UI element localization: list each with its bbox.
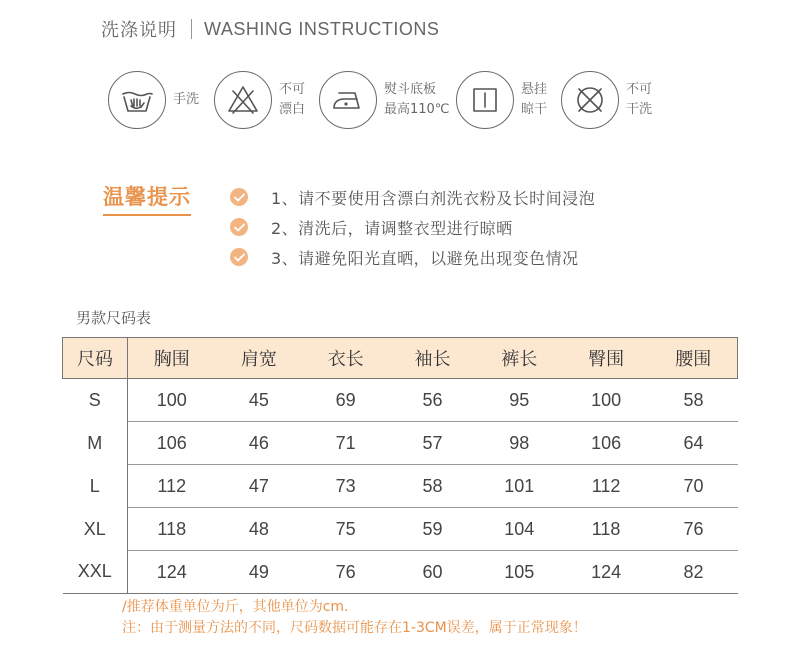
note-line: /推荐体重单位为斤，其他单位为cm. — [122, 599, 349, 615]
table-cell: 45 — [216, 379, 303, 422]
no-dry-clean-icon — [561, 71, 619, 129]
table-cell: 49 — [216, 551, 303, 594]
table-row — [63, 551, 738, 594]
table-cell: 58 — [389, 465, 476, 508]
table-cell: 70 — [649, 465, 737, 508]
table-cell: 104 — [476, 508, 563, 551]
table-cell: 76 — [649, 508, 737, 551]
table-cell: 124 — [563, 551, 650, 594]
table-cell: 112 — [563, 465, 650, 508]
table-cell: 124 — [128, 551, 216, 594]
table-cell: 101 — [476, 465, 563, 508]
care-label: 熨斗底板 最高110℃ — [384, 82, 450, 117]
table-row — [63, 508, 738, 551]
size-notes — [122, 597, 587, 639]
table-cell: 47 — [216, 465, 303, 508]
table-cell: 58 — [649, 379, 737, 422]
tip-text: 3、请避免阳光直晒，以避免出现变色情况 — [271, 248, 579, 268]
check-icon — [230, 218, 248, 236]
size-cell: L — [63, 465, 128, 508]
table-cell: 48 — [216, 508, 303, 551]
table-cell: 118 — [563, 508, 650, 551]
table-cell: 106 — [563, 422, 650, 465]
tip-text: 2、清洗后，请调整衣型进行晾晒 — [271, 218, 513, 238]
table-cell: 46 — [216, 422, 303, 465]
table-cell: 64 — [649, 422, 737, 465]
column-header: 肩宽 — [216, 338, 303, 379]
column-header: 裤长 — [476, 338, 563, 379]
no-bleach-icon — [214, 71, 272, 129]
table-row — [63, 379, 738, 422]
care-item-hang-dry — [456, 69, 547, 131]
care-label: 手洗 — [173, 92, 200, 107]
column-header: 腰围 — [649, 338, 737, 379]
iron-icon — [319, 71, 377, 129]
size-table — [62, 337, 738, 594]
care-item-iron — [319, 69, 449, 131]
care-item-hand-wash — [108, 69, 199, 131]
washing-header — [101, 16, 439, 42]
table-row — [63, 465, 738, 508]
care-icons — [108, 69, 668, 131]
header-divider — [191, 19, 192, 39]
size-cell: M — [63, 422, 128, 465]
check-icon — [230, 188, 248, 206]
column-header: 尺码 — [63, 338, 128, 379]
size-table-caption: 男款尺码表 — [76, 309, 152, 327]
column-header: 袖长 — [389, 338, 476, 379]
table-row — [63, 422, 738, 465]
care-label: 不可 干洗 — [626, 82, 653, 117]
tips-list — [230, 182, 595, 272]
check-icon — [230, 248, 248, 266]
table-cell: 76 — [302, 551, 389, 594]
care-label: 悬挂 晾干 — [521, 82, 548, 117]
tip-item — [230, 182, 595, 212]
table-cell: 82 — [649, 551, 737, 594]
table-cell: 59 — [389, 508, 476, 551]
care-label: 不可 漂白 — [279, 82, 306, 117]
table-header-row — [63, 338, 738, 379]
column-header: 臀围 — [563, 338, 650, 379]
table-cell: 118 — [128, 508, 216, 551]
care-item-no-bleach — [214, 69, 305, 131]
size-cell: S — [63, 379, 128, 422]
table-cell: 106 — [128, 422, 216, 465]
care-item-no-dry-clean — [561, 69, 652, 131]
size-cell: XL — [63, 508, 128, 551]
table-cell: 56 — [389, 379, 476, 422]
table-cell: 71 — [302, 422, 389, 465]
tips-title-underline — [103, 214, 191, 216]
column-header: 胸围 — [128, 338, 216, 379]
table-cell: 100 — [563, 379, 650, 422]
tips-title: 温馨提示 — [103, 181, 191, 211]
tip-item — [230, 242, 595, 272]
note-line: 注：由于测量方法的不同，尺码数据可能存在1-3CM误差，属于正常现象！ — [122, 620, 587, 636]
tip-item — [230, 212, 595, 242]
header-title-en: WASHING INSTRUCTIONS — [204, 18, 440, 39]
hang-dry-icon — [456, 71, 514, 129]
header-title-cn: 洗涤说明 — [101, 20, 177, 41]
table-cell: 98 — [476, 422, 563, 465]
size-cell: XXL — [63, 551, 128, 594]
table-cell: 105 — [476, 551, 563, 594]
table-cell: 57 — [389, 422, 476, 465]
column-header: 衣长 — [302, 338, 389, 379]
table-cell: 69 — [302, 379, 389, 422]
table-cell: 60 — [389, 551, 476, 594]
hand-wash-icon — [108, 71, 166, 129]
table-cell: 112 — [128, 465, 216, 508]
table-cell: 100 — [128, 379, 216, 422]
table-cell: 95 — [476, 379, 563, 422]
table-cell: 73 — [302, 465, 389, 508]
tip-text: 1、请不要使用含漂白剂洗衣粉及长时间浸泡 — [271, 188, 596, 208]
table-cell: 75 — [302, 508, 389, 551]
